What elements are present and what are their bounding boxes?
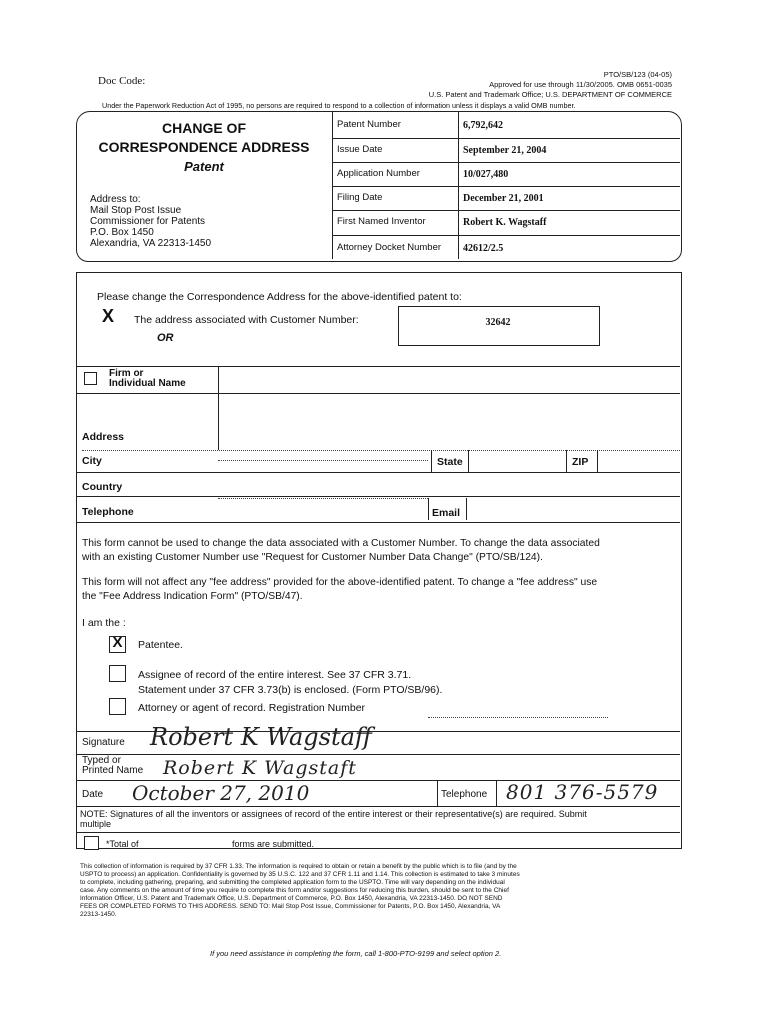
application-number-value: 10/027,480: [463, 169, 509, 180]
assistance-text: If you need assistance in completing the form, call 1-800-PTO-9199 and select option 2.: [210, 949, 502, 958]
zip-label: ZIP: [572, 456, 589, 468]
customer-number-label: The address associated with Customer Number:: [134, 314, 359, 326]
approval-text: Approved for use through 11/30/2005. OMB 0651-0035: [489, 80, 672, 89]
mail-address-line5: Alexandria, VA 22313-1450: [90, 238, 212, 249]
mail-address-line3: Commissioner for Patents: [90, 216, 206, 227]
total-of-label: *Total of: [106, 839, 139, 849]
firm-name-label-line2: Individual Name: [109, 378, 186, 389]
typed-name-value: Robert K Wagstaft: [163, 757, 357, 779]
application-number-label: Application Number: [337, 168, 420, 179]
typed-name-label-line1: Typed or: [82, 755, 121, 766]
address-label: Address: [82, 431, 125, 443]
footer-burden-statement: [80, 863, 520, 919]
form-title-line3: Patent: [184, 159, 224, 174]
customer-number-value: 32642: [485, 317, 511, 328]
notice-customer-number-2: with an existing Customer Number use "Request for Customer Number Data Change" (PTO/SB/124).: [82, 552, 543, 563]
issue-date-label: Issue Date: [337, 144, 383, 155]
form-number: PTO/SB/123 (04-05): [603, 70, 672, 79]
agency-text: U.S. Patent and Trademark Office; U.S. DEPARTMENT OF COMMERCE: [428, 90, 672, 99]
attorney-label: Attorney or agent of record. Registration Number: [138, 702, 366, 714]
notice-fee-address-1: This form will not affect any "fee address" provided for the above-identified patent. To change a "fee address" use: [82, 577, 598, 588]
docket-number-value: 42612/2.5: [463, 243, 504, 254]
footer-line7: 22313-1450.: [80, 911, 117, 918]
first-inventor-value: Robert K. Wagstaff: [463, 217, 547, 228]
signature-note-line2: multiple: [80, 819, 112, 829]
mail-address-line2: Mail Stop Post Issue: [90, 205, 182, 216]
or-text: OR: [157, 332, 174, 344]
firm-name-label-line1: Firm or: [109, 368, 144, 379]
signature-label: Signature: [82, 737, 125, 748]
filing-date-label: Filing Date: [337, 192, 383, 203]
date-label: Date: [82, 789, 104, 800]
date-value: October 27, 2010: [132, 781, 310, 805]
i-am-label: I am the :: [82, 617, 126, 629]
typed-name-label: [82, 756, 143, 776]
assignee-label-1: Assignee of record of the entire interest. See 37 CFR 3.71.: [138, 669, 412, 681]
docket-number-label: Attorney Docket Number: [337, 242, 442, 253]
telephone-value: 801 376-5579: [506, 780, 659, 804]
signature-telephone-label: Telephone: [441, 789, 488, 800]
state-label: State: [437, 456, 463, 468]
mail-address-line4: P.O. Box 1450: [90, 227, 154, 238]
attorney-checkbox[interactable]: [109, 698, 126, 715]
customer-number-checkbox[interactable]: X: [101, 306, 114, 326]
assignee-checkbox[interactable]: [109, 665, 126, 682]
signature-note: [80, 809, 587, 829]
total-forms-field[interactable]: [84, 836, 99, 850]
typed-name-label-line2: Printed Name: [82, 765, 144, 776]
signature-note-line1: NOTE: Signatures of all the inventors or assignees of record of the entire interest or their representative(s) are required. Submit: [80, 809, 587, 819]
forms-submitted-label: forms are submitted.: [232, 839, 315, 849]
mail-address: [90, 194, 211, 249]
change-intro: Please change the Correspondence Address for the above-identified patent to:: [97, 291, 462, 303]
form-title-line2: CORRESPONDENCE ADDRESS: [98, 139, 310, 155]
notice-customer-number-1: This form cannot be used to change the data associated with a Customer Number. To change the data associated: [82, 538, 600, 549]
mail-address-line1: Address to:: [90, 194, 141, 205]
first-inventor-label: First Named Inventor: [337, 216, 426, 227]
footer-line1: This collection of information is required by 37 CFR 1.33. The information is required to obtain or retain a benefit by the public which is to file (and by the: [80, 863, 517, 870]
filing-date-value: December 21, 2001: [463, 193, 544, 204]
footer-line4: case. Any comments on the amount of time you require to complete this form and/or suggestions for reducing this burden, should be sent to the Chief: [80, 887, 509, 894]
doc-code-label: Doc Code:: [98, 75, 146, 87]
footer-line6: FEES OR COMPLETED FORMS TO THIS ADDRESS. SEND TO: Mail Stop Post Issue, Commissioner for Patents, P.O. Box 1450, Alexandria, VA: [80, 903, 501, 910]
patent-number-value: 6,792,642: [463, 120, 503, 131]
firm-name-checkbox[interactable]: [84, 372, 97, 385]
form-title-line1: CHANGE OF: [162, 120, 246, 136]
email-label: Email: [432, 507, 461, 519]
telephone-label: Telephone: [82, 506, 134, 518]
city-label: City: [82, 455, 102, 467]
notice-fee-address-2: the "Fee Address Indication Form" (PTO/SB/47).: [82, 591, 303, 602]
footer-line2: USPTO to process) an application. Confidentiality is governed by 35 U.S.C. 122 and 37 CFR 1.11 and 1.14. This collection is estimated to take 3 minutes: [80, 871, 520, 878]
patentee-label: Patentee.: [138, 639, 183, 651]
paperwork-notice: Under the Paperwork Reduction Act of 1995, no persons are required to respond to a collection of information unless it displays a valid OMB number.: [102, 101, 576, 110]
footer-line5: Information Officer, U.S. Patent and Trademark Office, U.S. Department of Commerce, P.O. Box 1450, Alexandria, VA 22313-1450. DO NOT SEND: [80, 895, 503, 902]
firm-name-label: [109, 369, 186, 389]
patentee-check-mark: X: [112, 634, 123, 651]
signature-value: Robert K Wagstaff: [150, 723, 372, 751]
patent-number-label: Patent Number: [337, 119, 401, 130]
issue-date-value: September 21, 2004: [463, 145, 547, 156]
footer-line3: to complete, including gathering, preparing, and submitting the completed application form to the USPTO. Time will vary depending on the individual: [80, 879, 505, 886]
country-label: Country: [82, 481, 123, 493]
assignee-label-2: Statement under 37 CFR 3.73(b) is enclosed. (Form PTO/SB/96).: [138, 684, 443, 696]
